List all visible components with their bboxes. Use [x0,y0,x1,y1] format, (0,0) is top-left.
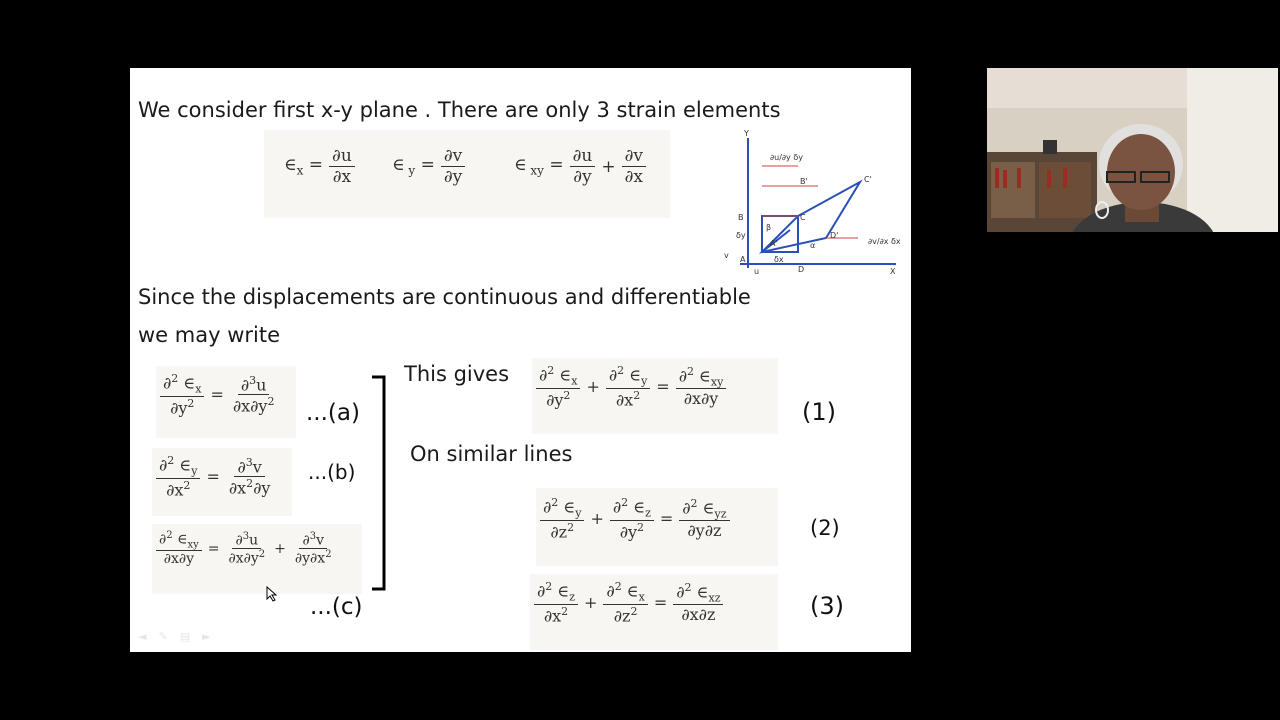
svg-text:B: B [738,213,744,222]
svg-text:C': C' [864,175,872,184]
on-similar-lines-text: On similar lines [410,442,573,466]
slideshow-controls[interactable] [138,630,211,643]
label-c: ...(c) [310,594,363,620]
svg-text:B': B' [800,177,808,186]
strain-definitions-equation: $\in_x$ = $\frac{\partial u}{\partial x}$ ∈ $_y$ = $\frac{\partial v}{\partial y}$ ∈ $_{xy}$ = $\frac{\partial u}{\partial y}$ + $\frac{\partial v}{\partial x}$ [264,130,670,218]
next-slide-icon[interactable]: ► [202,630,211,643]
svg-text:A: A [740,255,746,264]
svg-text:A': A' [770,239,778,248]
svg-text:C: C [800,213,806,222]
pen-icon[interactable]: ✎ [158,630,168,643]
svg-text:δx: δx [774,255,784,264]
mouse-cursor-icon [266,586,278,602]
continuity-text-line2: we may write [138,323,280,347]
equation-b: $\frac{\partial^2 \in_y}{\partial x^2}$ = $\frac{\partial^3v}{\partial x^2\partial y}$ [152,448,292,516]
svg-text:δy: δy [736,231,746,240]
equation-2: $\frac{\partial^2 \in_y}{\partial z^2}$ + $\frac{\partial^2 \in_z}{\partial y^2}$ = $\frac{\partial^2 \in_{yz}}{\partial y\partial z}$ [536,488,778,566]
prev-slide-icon[interactable]: ◄ [138,630,147,643]
svg-text:α: α [810,241,816,250]
svg-text:β: β [766,223,772,232]
svg-text:v: v [724,251,729,260]
this-gives-text: This gives [404,362,510,386]
equation-c: $\frac{\partial^2 \in_{xy}}{\partial x\partial y}$ = $\frac{\partial^3u}{\partial x\partial y^2}$ + $\frac{\partial^3v}{\partial y\partial x^2}$ [152,524,362,594]
svg-text:∂u/∂y δy: ∂u/∂y δy [770,153,803,162]
equation-number-2: (2) [810,516,840,540]
slide-heading: We consider first x-y plane . There are only 3 strain elements [138,98,781,122]
equation-a: $\frac{\partial^2 \in_x}{\partial y^2}$ = $\frac{\partial^3u}{\partial x\partial y^2}$ [156,366,296,438]
svg-text:u: u [754,267,760,276]
svg-text:D: D [798,265,805,274]
grouping-bracket [370,374,390,592]
presenter-video-frame [987,68,1278,232]
svg-text:X: X [890,267,896,276]
label-a: ...(a) [306,400,360,426]
slide-canvas [130,68,911,652]
menu-icon[interactable]: ▤ [179,630,191,643]
equation-1: $\frac{\partial^2 \in_x}{\partial y^2}$ + $\frac{\partial^2 \in_y}{\partial x^2}$ = $\frac{\partial^2 \in_{xy}}{\partial x\partial y}$ [532,358,778,434]
label-b: ...(b) [308,460,356,484]
equation-number-1: (1) [802,398,836,426]
presenter-video [987,68,1278,232]
svg-text:D': D' [830,231,839,240]
equation-number-3: (3) [810,592,844,620]
svg-text:Y: Y [744,129,749,138]
continuity-text-line1: Since the displacements are continuous and differentiable [138,285,751,309]
deformation-diagram [718,126,908,286]
svg-text:∂v/∂x δx: ∂v/∂x δx [868,237,901,246]
equation-3: $\frac{\partial^2 \in_z}{\partial x^2}$ + $\frac{\partial^2 \in_x}{\partial z^2}$ = $\frac{\partial^2 \in_{xz}}{\partial x\partial z}$ [530,574,778,650]
